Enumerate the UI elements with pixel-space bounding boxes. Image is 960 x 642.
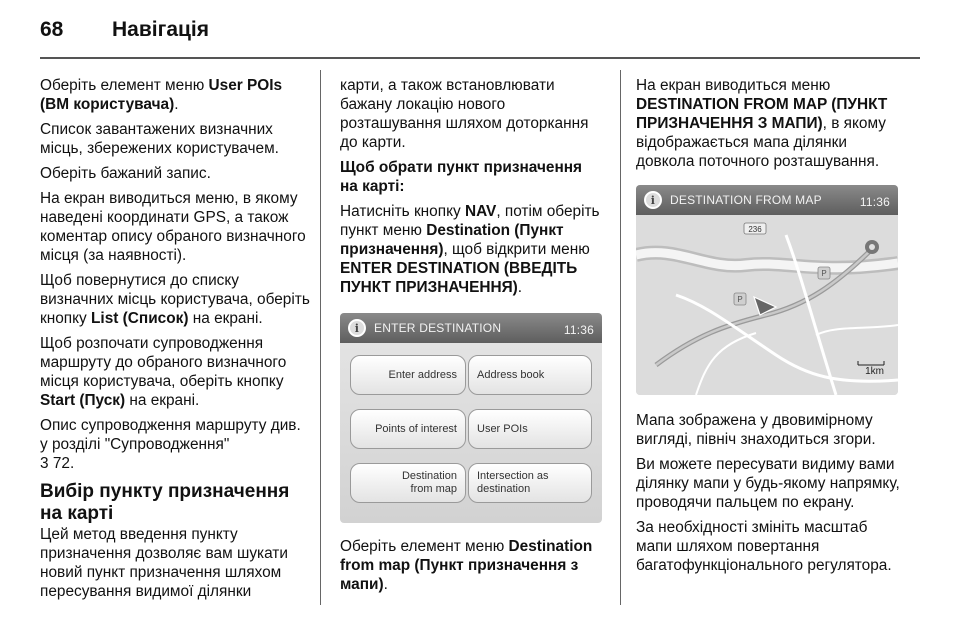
paragraph: Оберіть бажаний запис. <box>40 165 211 182</box>
text: Опис супроводження маршруту див. у розділі "Супроводження" <box>40 417 301 453</box>
clock: 11:36 <box>563 323 594 337</box>
text: Натисніть кнопку <box>340 203 465 220</box>
column-divider-1 <box>320 70 321 605</box>
paragraph <box>40 334 312 410</box>
text: на екрані. <box>125 392 200 409</box>
column-2 <box>340 76 604 600</box>
screen-titlebar <box>340 313 602 343</box>
button-term: NAV <box>464 203 497 220</box>
text: , в якому відображається мапа ділянки довкола поточного розташування. <box>636 115 886 170</box>
paragraph <box>40 76 312 114</box>
svg-text:P: P <box>737 295 743 304</box>
paragraph <box>340 537 604 594</box>
text: Щоб розпочати супроводження маршруту до обраного визначного місця користувача, оберіть кнопку <box>40 335 287 390</box>
paragraph: Мапа зображена у двовимірному вигляді, північ знаходиться згори. <box>636 412 876 448</box>
page-number: 68 <box>40 18 64 41</box>
info-icon: i <box>644 191 662 209</box>
column-3 <box>636 76 906 581</box>
paragraph: карти, а також встановлювати бажану локацію нового розташування шляхом доторкання до карти. <box>340 77 589 151</box>
paragraph <box>40 271 312 328</box>
user-pois-button[interactable]: User POIs <box>468 409 592 449</box>
subheading: Щоб обрати пункт призначення на карті: <box>340 159 583 195</box>
info-icon: i <box>348 319 366 337</box>
paragraph <box>340 202 604 297</box>
paragraph <box>40 416 312 473</box>
svg-text:P: P <box>821 269 827 278</box>
text: на екрані. <box>188 310 263 327</box>
map-scale-label: 1km <box>865 366 884 377</box>
destination-from-map-screenshot <box>636 185 898 395</box>
screen-title: DESTINATION FROM MAP <box>670 192 822 207</box>
clock: 11:36 <box>859 195 890 209</box>
points-of-interest-button[interactable]: Points of interest <box>350 409 466 449</box>
page-title: Навігація <box>112 18 210 41</box>
paragraph: Список завантажених визначних місць, збережених користувачем. <box>40 121 279 157</box>
paragraph: На екран виводиться меню, в якому наведені координати GPS, а також коментар опису обраного визначного місця (за наявності). <box>40 190 306 264</box>
paragraph: За необхідності змініть масштаб мапи шляхом повертання багатофункціонального регулятора. <box>636 519 892 574</box>
intersection-button[interactable]: Intersection as destination <box>468 463 592 503</box>
text: Оберіть елемент меню <box>340 538 509 555</box>
text: Щоб повернутися до списку визначних місць користувача, оберіть кнопку <box>40 272 310 327</box>
text: , щоб відкрити меню <box>443 241 590 258</box>
section-heading: Вибір пункту призначення на карті <box>40 481 290 524</box>
paragraph: Ви можете пересувати видиму вами ділянку мапи у будь-якому напрямку, проводячи пальцем по екрану. <box>636 456 900 511</box>
page-reference: 3 72. <box>40 455 75 472</box>
map-view[interactable] <box>636 215 898 395</box>
text: , потім оберіть пункт меню <box>340 203 600 239</box>
menu-term: Destination from map (Пункт призначення з мапи) <box>340 538 593 593</box>
paragraph <box>636 76 906 171</box>
menu-term: Destination (Пункт призначення) <box>340 222 564 258</box>
text: . <box>174 96 179 113</box>
button-term: Start (Пуск) <box>40 392 126 409</box>
enter-destination-screenshot <box>340 313 602 523</box>
menu-term: User POIs (ВМ користувача) <box>40 77 283 113</box>
column-divider-2 <box>620 70 621 605</box>
text: На екран виводиться меню <box>636 77 831 94</box>
enter-address-button[interactable]: Enter address <box>350 355 466 395</box>
page-header <box>40 10 209 50</box>
menu-term: ENTER DESTINATION (ВВЕДІТЬ ПУНКТ ПРИЗНАЧЕННЯ) <box>340 260 578 296</box>
paragraph: Цей метод введення пункту призначення дозволяє вам шукати новий пункт призначення шляхом пересування видимої ділянки <box>40 526 288 600</box>
road-number-label: 236 <box>748 225 762 234</box>
address-book-button[interactable]: Address book <box>468 355 592 395</box>
text: Оберіть елемент меню <box>40 77 209 94</box>
text: . <box>383 576 388 593</box>
text: . <box>517 279 523 296</box>
column-1 <box>40 76 312 607</box>
header-divider <box>40 57 920 59</box>
button-term: List (Список) <box>91 310 189 327</box>
screen-title: ENTER DESTINATION <box>374 320 502 335</box>
destination-from-map-button[interactable]: Destination from map <box>350 463 466 503</box>
menu-term: DESTINATION FROM MAP (ПУНКТ ПРИЗНАЧЕННЯ З МАПИ) <box>636 96 888 132</box>
screen-titlebar <box>636 185 898 215</box>
